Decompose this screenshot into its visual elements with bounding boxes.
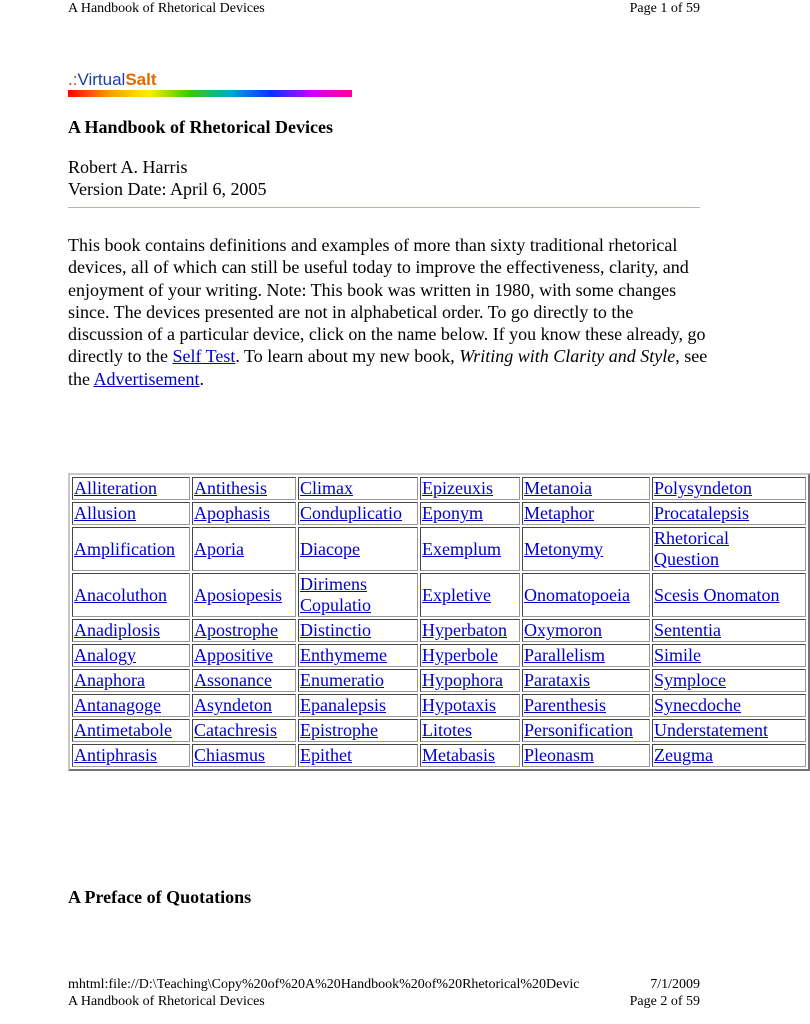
device-link[interactable]: Anaphora xyxy=(74,670,145,690)
table-cell xyxy=(192,744,296,767)
table-cell xyxy=(522,573,650,617)
table-cell xyxy=(72,644,190,667)
table-cell xyxy=(652,619,806,642)
table-cell xyxy=(420,619,520,642)
device-link[interactable]: Simile xyxy=(654,645,702,665)
device-link[interactable]: Symploce xyxy=(654,670,726,690)
logo-prefix: .: xyxy=(68,70,78,89)
table-cell xyxy=(192,502,296,525)
table-cell xyxy=(298,573,418,617)
horizontal-rule xyxy=(68,207,700,208)
intro-text-4: . xyxy=(199,368,204,389)
preface-heading: A Preface of Quotations xyxy=(68,887,252,907)
device-link[interactable]: Alliteration xyxy=(74,478,157,498)
table-cell xyxy=(522,502,650,525)
devices-table-viewport xyxy=(68,473,780,803)
intro-text-1: This book contains definitions and examples of more than sixty traditional rhetorical devices, all of which can still be useful today to improve the effectiveness, clarity, and enjoyment of your writing. Note: This book was written in 1980, with some changes since. The devices presented are not in alphabetical order. To go directly to the discussion of a particular device, click on the name below. If you know these already, go directly to the xyxy=(68,235,706,367)
device-link[interactable]: Hypotaxis xyxy=(422,695,496,715)
table-cell xyxy=(298,644,418,667)
table-cell xyxy=(652,669,806,692)
table-cell xyxy=(652,744,806,767)
device-link[interactable]: Hyperbole xyxy=(422,645,498,665)
table-cell xyxy=(522,694,650,717)
device-link[interactable]: Aposiopesis xyxy=(194,584,283,605)
next-header-page: Page 2 of 59 xyxy=(629,994,700,1009)
table-cell xyxy=(522,527,650,571)
device-link[interactable]: Epithet xyxy=(300,745,352,765)
device-link[interactable]: Exemplum xyxy=(422,538,501,559)
device-link[interactable]: Catachresis xyxy=(194,720,277,740)
version-date: Version Date: April 6, 2005 xyxy=(68,179,267,199)
table-cell xyxy=(652,527,806,571)
device-link[interactable]: Enthymeme xyxy=(300,645,387,665)
table-row xyxy=(72,719,806,742)
table-cell xyxy=(298,527,418,571)
table-cell xyxy=(72,502,190,525)
device-link[interactable]: Polysyndeton xyxy=(654,478,753,498)
device-link[interactable]: Epistrophe xyxy=(300,720,378,740)
table-cell xyxy=(420,502,520,525)
table-cell xyxy=(192,573,296,617)
table-cell xyxy=(420,669,520,692)
device-link[interactable]: Anadiplosis xyxy=(74,620,161,640)
device-link[interactable]: Diacope xyxy=(300,538,360,559)
device-link[interactable]: Anacoluthon xyxy=(74,584,167,605)
table-cell xyxy=(72,744,190,767)
device-link[interactable]: Climax xyxy=(300,478,353,498)
device-link[interactable]: Epanalepsis xyxy=(300,695,386,715)
device-link[interactable]: Dirimens Copulatio xyxy=(300,574,371,615)
table-cell xyxy=(298,719,418,742)
footer-url: mhtml:file://D:\Teaching\Copy%20of%20A%20Handbook%20of%20Rhetorical%20Devic xyxy=(68,977,580,992)
author-block xyxy=(68,156,266,200)
table-cell xyxy=(420,477,520,500)
table-row xyxy=(72,527,806,571)
device-link[interactable]: Apophasis xyxy=(194,503,270,523)
table-cell xyxy=(72,619,190,642)
table-cell xyxy=(192,527,296,571)
intro-paragraph xyxy=(68,234,708,390)
device-link[interactable]: Enumeratio xyxy=(300,670,384,690)
device-link[interactable]: Metonymy xyxy=(524,538,603,559)
device-link[interactable]: Aporia xyxy=(194,538,244,559)
device-link[interactable]: Chiasmus xyxy=(194,745,266,765)
table-cell xyxy=(192,644,296,667)
running-header-title: A Handbook of Rhetorical Devices xyxy=(68,1,265,16)
table-cell xyxy=(420,644,520,667)
table-cell xyxy=(522,644,650,667)
table-row xyxy=(72,694,806,717)
device-link[interactable]: Zeugma xyxy=(654,745,713,765)
page-title: A Handbook of Rhetorical Devices xyxy=(68,117,333,137)
device-link[interactable]: Metaphor xyxy=(524,503,594,523)
device-link[interactable]: Parataxis xyxy=(524,670,590,690)
logo-salt: Salt xyxy=(125,70,157,89)
next-header-title: A Handbook of Rhetorical Devices xyxy=(68,994,265,1009)
device-link[interactable]: Distinctio xyxy=(300,620,371,640)
table-cell xyxy=(652,644,806,667)
table-row xyxy=(72,669,806,692)
virtualsalt-logo[interactable] xyxy=(68,70,157,90)
device-link[interactable]: Antanagoge xyxy=(74,695,161,715)
table-cell xyxy=(652,719,806,742)
device-link[interactable]: Procatalepsis xyxy=(654,503,749,523)
device-link[interactable]: Amplification xyxy=(74,538,175,559)
table-cell xyxy=(652,694,806,717)
table-cell xyxy=(522,744,650,767)
table-cell xyxy=(72,527,190,571)
logo-rainbow-bar xyxy=(68,90,352,97)
device-link[interactable]: Hyperbaton xyxy=(422,620,507,640)
device-link[interactable]: Rhetorical Question xyxy=(654,528,729,569)
device-link[interactable]: Litotes xyxy=(422,720,472,740)
table-row xyxy=(72,477,806,500)
device-link[interactable]: Onomatopoeia xyxy=(524,584,630,605)
table-cell xyxy=(522,477,650,500)
table-cell xyxy=(420,719,520,742)
device-link[interactable]: Eponym xyxy=(422,503,483,523)
table-cell xyxy=(522,619,650,642)
device-link[interactable]: Synecdoche xyxy=(654,695,741,715)
table-cell xyxy=(72,694,190,717)
device-link[interactable]: Antimetabole xyxy=(74,720,172,740)
device-link[interactable]: Antiphrasis xyxy=(74,745,157,765)
table-cell xyxy=(72,669,190,692)
device-link[interactable]: Allusion xyxy=(74,503,137,523)
device-link[interactable]: Understatement xyxy=(654,720,768,740)
device-link[interactable]: Personification xyxy=(524,720,633,740)
device-link[interactable]: Pleonasm xyxy=(524,745,594,765)
table-cell xyxy=(298,669,418,692)
author-name: Robert A. Harris xyxy=(68,157,188,177)
footer-date: 7/1/2009 xyxy=(650,977,700,992)
self-test-link[interactable]: Self Test xyxy=(172,346,236,367)
table-cell xyxy=(298,619,418,642)
table-cell xyxy=(298,477,418,500)
table-cell xyxy=(420,744,520,767)
intro-text-2: . To learn about my new book, xyxy=(235,346,460,367)
device-link[interactable]: Epizeuxis xyxy=(422,478,493,498)
devices-table xyxy=(68,473,810,771)
book-title: Writing with Clarity and Style xyxy=(459,346,676,367)
table-cell xyxy=(420,573,520,617)
table-cell xyxy=(298,502,418,525)
device-link[interactable]: Hypophora xyxy=(422,670,503,690)
device-link[interactable]: Analogy xyxy=(74,645,136,665)
table-cell xyxy=(420,527,520,571)
table-cell xyxy=(420,694,520,717)
table-cell xyxy=(192,719,296,742)
device-link[interactable]: Metanoia xyxy=(524,478,592,498)
table-row xyxy=(72,744,806,767)
table-cell xyxy=(522,719,650,742)
logo-virtual: Virtual xyxy=(77,70,126,89)
device-link[interactable]: Antithesis xyxy=(194,478,268,498)
device-link[interactable]: Conduplicatio xyxy=(300,503,402,523)
table-cell xyxy=(192,477,296,500)
table-cell xyxy=(72,719,190,742)
table-cell xyxy=(298,744,418,767)
table-cell xyxy=(298,694,418,717)
advertisement-link[interactable]: Advertisement xyxy=(93,368,200,389)
table-cell xyxy=(72,573,190,617)
table-cell xyxy=(652,573,806,617)
device-link[interactable]: Parenthesis xyxy=(524,695,606,715)
intro-text-3: , see the xyxy=(68,346,708,389)
device-link[interactable]: Oxymoron xyxy=(524,620,602,640)
table-row xyxy=(72,619,806,642)
device-link[interactable]: Parallelism xyxy=(524,645,605,665)
table-cell xyxy=(72,477,190,500)
device-link[interactable]: Assonance xyxy=(194,670,272,690)
table-cell xyxy=(652,502,806,525)
device-link[interactable]: Sententia xyxy=(654,620,721,640)
device-link[interactable]: Apostrophe xyxy=(194,620,278,640)
table-cell xyxy=(652,477,806,500)
device-link[interactable]: Scesis Onomaton xyxy=(654,584,780,605)
table-row xyxy=(72,573,806,617)
table-row xyxy=(72,502,806,525)
table-cell xyxy=(192,669,296,692)
device-link[interactable]: Asyndeton xyxy=(194,695,272,715)
table-cell xyxy=(192,619,296,642)
device-link[interactable]: Appositive xyxy=(194,645,273,665)
table-row xyxy=(72,644,806,667)
table-cell xyxy=(522,669,650,692)
device-link[interactable]: Metabasis xyxy=(422,745,495,765)
running-header-page: Page 1 of 59 xyxy=(629,1,700,16)
device-link[interactable]: Expletive xyxy=(422,584,491,605)
table-cell xyxy=(192,694,296,717)
